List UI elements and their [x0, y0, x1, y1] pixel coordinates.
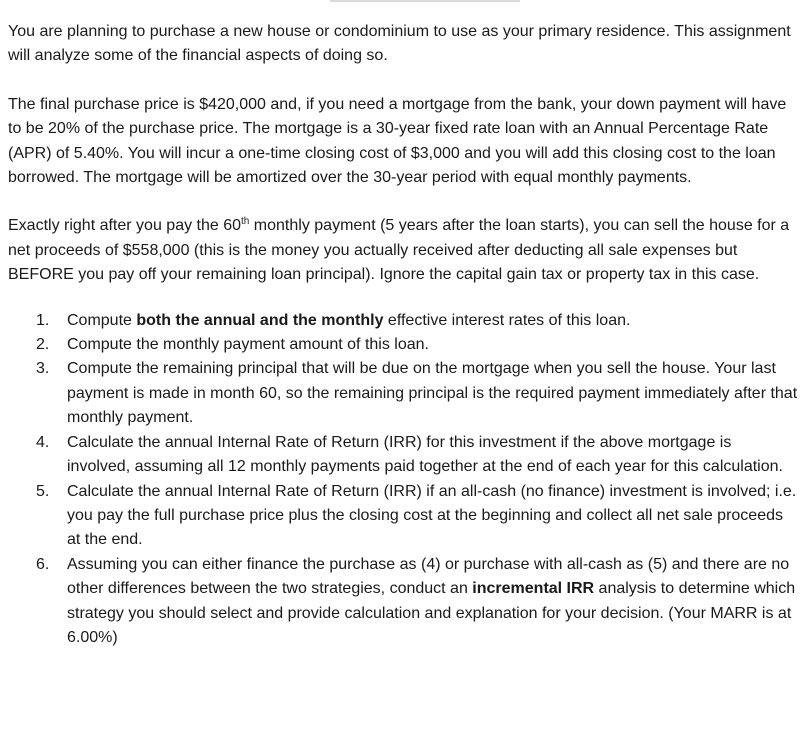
mortgage-paragraph: The final purchase price is $420,000 and, if you need a mortgage from the bank, your down payment will have to be 20% of the purchase price. The mortgage is a 30-year fixed rate loan with an Annual Percentage Rate (APR) of 5.40%. You will incur a one-time closing cost of $3,000 and you will add this closing cost to the loan borrowed. The mortgage will be amortized over the 30-year period with equal monthly payments.	[8, 95, 787, 187]
question-item	[8, 480, 798, 553]
question-number: 3.	[36, 360, 50, 378]
question-item	[8, 309, 798, 333]
question-item	[8, 431, 798, 480]
question-item	[8, 357, 798, 430]
question-text: Assuming you can either finance the purchase as (4) or purchase with all-cash as (5) and there are no other differences between the two strategies, conduct an	[67, 555, 790, 598]
question-item	[8, 553, 798, 651]
question-text-end: analysis to determine which strategy you should select and provide calculation and explanation for your decision. (Your MARR is at 6.00%)	[67, 580, 796, 646]
question-text: Compute the monthly payment amount of this loan.	[67, 336, 429, 354]
question-number: 5.	[36, 482, 50, 500]
sale-text-end: monthly payment (5 years after the loan starts), you can sell the house for a net proceeds of $558,000 (this is the money you actually received after deducting all sale expenses but BEFORE you pay off your remaining loan principal). Ignore the capital gain tax or property tax in this case.	[8, 217, 790, 284]
question-number: 2.	[36, 336, 50, 354]
question-text: Calculate the annual Internal Rate of Return (IRR) if an all-cash (no finance) investment is involved; i.e. you pay the full purchase price plus the closing cost at the beginning and collect all net sale proceeds at the end.	[67, 482, 797, 549]
question-text-end: effective interest rates of this loan.	[383, 311, 631, 329]
question-emphasis: incremental IRR	[472, 580, 595, 598]
ordinal-suffix: th	[241, 216, 250, 228]
question-number: 1.	[36, 311, 50, 329]
question-item	[8, 333, 798, 357]
sale-text-start: Exactly right after you pay the 60	[8, 217, 242, 235]
question-number: 4.	[36, 433, 50, 451]
question-text: Compute	[67, 311, 137, 329]
question-text: Compute the remaining principal that will be due on the mortgage when you sell the house. Your last payment is made in month 60, so the remaining principal is the required payment immediately after that monthly payment.	[67, 360, 798, 427]
question-list	[8, 309, 798, 651]
question-text: Calculate the annual Internal Rate of Return (IRR) for this investment if the above mortgage is involved, assuming all 12 monthly payments paid together at the end of each year for this calculation.	[67, 433, 783, 476]
sale-paragraph	[8, 214, 798, 287]
assignment-document	[8, 20, 798, 650]
top-divider	[330, 0, 520, 2]
question-emphasis: both the annual and the monthly	[136, 311, 384, 329]
question-number: 6.	[36, 555, 50, 573]
intro-paragraph: You are planning to purchase a new house or condominium to use as your primary residence. This assignment will analyze some of the financial aspects of doing so.	[8, 23, 791, 65]
